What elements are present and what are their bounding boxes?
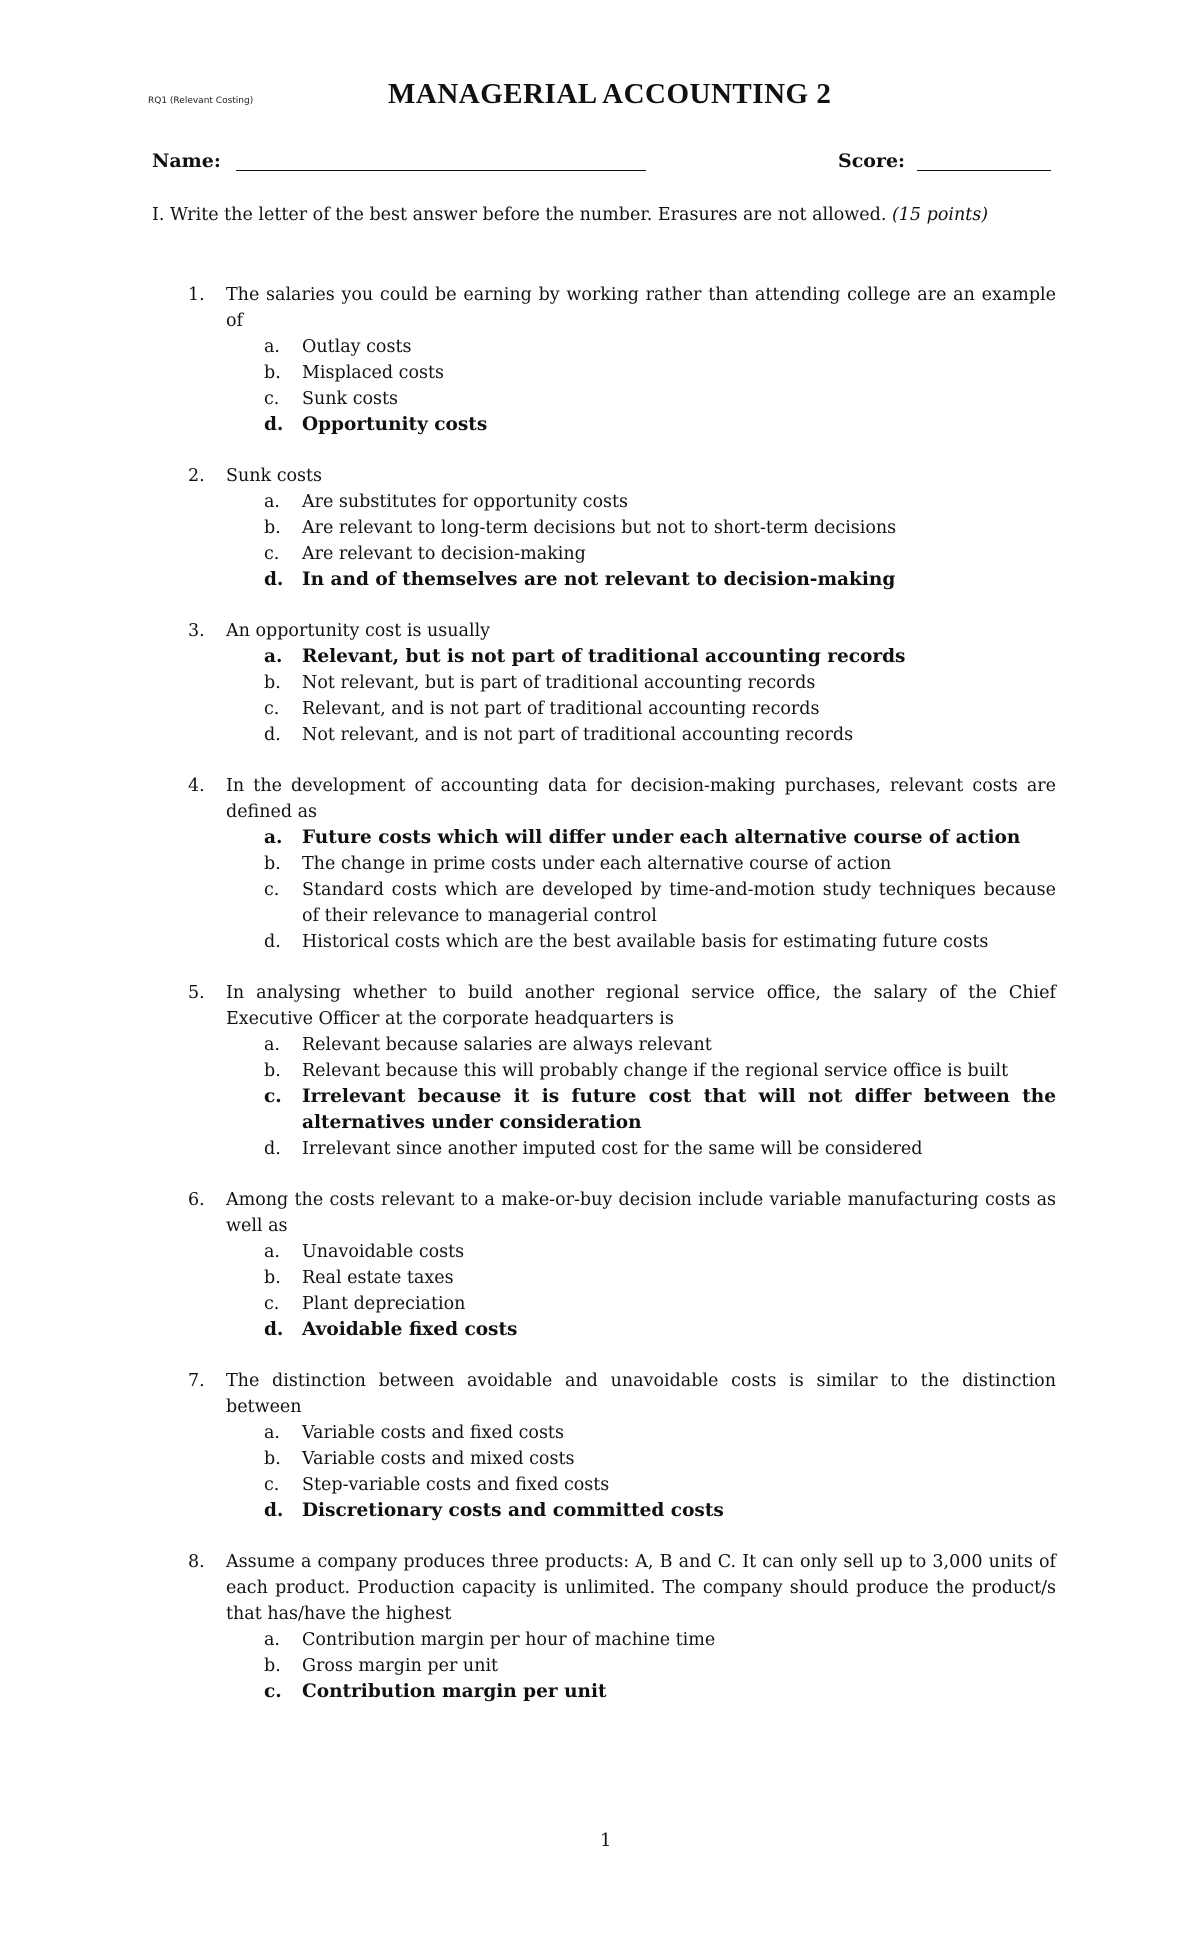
answer-options (226, 489, 1056, 593)
answer-options (226, 334, 1056, 438)
answer-option (226, 541, 1056, 567)
answer-option (226, 1446, 1056, 1472)
option-letter: a. (264, 646, 283, 667)
question-stem: Assume a company produces three products: A, B and C. It can only sell up to 3,000 units of each product. Production capacity is unlimited. The company should produce the product/s that has/have the highest (226, 1552, 1056, 1624)
answer-option (226, 1420, 1056, 1446)
option-letter: b. (264, 518, 281, 538)
option-letter: a. (264, 492, 280, 512)
instructions-points: (15 points) (891, 205, 989, 225)
option-letter: c. (264, 389, 280, 409)
page-number: 1 (600, 1830, 612, 1851)
question-stem: The salaries you could be earning by working rather than attending college are an example of (226, 285, 1056, 331)
question-number: 8. (188, 1552, 205, 1572)
answer-options (226, 825, 1056, 955)
answer-option-correct (226, 1317, 1056, 1343)
answer-option (226, 929, 1056, 955)
answer-option (226, 334, 1056, 360)
name-blank-line[interactable] (236, 170, 646, 171)
question-stem: Among the costs relevant to a make-or-buy decision include variable manufacturing costs as well as (226, 1190, 1056, 1236)
option-letter: d. (264, 932, 281, 952)
option-text: Misplaced costs (302, 363, 444, 383)
option-letter: b. (264, 854, 281, 874)
option-letter: b. (264, 1268, 281, 1288)
option-text: Not relevant, and is not part of traditional accounting records (302, 725, 854, 745)
answer-option (226, 670, 1056, 696)
option-text: Variable costs and mixed costs (302, 1449, 575, 1469)
option-letter: d. (264, 569, 284, 590)
score-label: Score: (838, 150, 906, 172)
option-text: Relevant because salaries are always relevant (302, 1035, 712, 1055)
answer-option (226, 1265, 1056, 1291)
option-text: Opportunity costs (302, 414, 488, 435)
question-list (152, 282, 1056, 1730)
answer-option (226, 1653, 1056, 1679)
question-stem: An opportunity cost is usually (226, 621, 491, 641)
answer-options (226, 1420, 1056, 1524)
option-text: In and of themselves are not relevant to decision-making (302, 569, 896, 590)
answer-option (226, 1058, 1056, 1084)
instructions (152, 202, 1056, 228)
option-letter: d. (264, 1500, 284, 1521)
option-letter: d. (264, 1139, 281, 1159)
answer-options (226, 644, 1056, 748)
answer-option-correct (226, 1679, 1056, 1705)
option-letter: a. (264, 1035, 280, 1055)
answer-options (226, 1627, 1056, 1705)
answer-options (226, 1239, 1056, 1343)
option-text: Historical costs which are the best available basis for estimating future costs (302, 932, 989, 952)
question-number: 3. (188, 621, 205, 641)
option-letter: a. (264, 827, 283, 848)
option-letter: b. (264, 1061, 281, 1081)
answer-option-correct (226, 412, 1056, 438)
question-item (152, 980, 1056, 1162)
question-stem: The distinction between avoidable and unavoidable costs is similar to the distinction between (226, 1371, 1056, 1417)
option-letter: b. (264, 673, 281, 693)
option-letter: c. (264, 699, 280, 719)
score-blank-line[interactable] (917, 170, 1051, 171)
option-text: Sunk costs (302, 389, 399, 409)
answer-option (226, 1627, 1056, 1653)
option-text: Relevant because this will probably change if the regional service office is built (302, 1061, 1009, 1081)
answer-option-correct (226, 825, 1056, 851)
option-text: Not relevant, but is part of traditional accounting records (302, 673, 816, 693)
option-letter: b. (264, 1449, 281, 1469)
answer-option-correct (226, 1084, 1056, 1136)
option-text: Irrelevant because it is future cost that will not differ between the alternatives under consideration (302, 1086, 1056, 1133)
question-number: 4. (188, 776, 205, 796)
option-letter: b. (264, 363, 281, 383)
option-letter: c. (264, 1475, 280, 1495)
question-item (152, 1368, 1056, 1524)
option-letter: d. (264, 725, 281, 745)
option-letter: c. (264, 1086, 282, 1107)
instructions-text: I. Write the letter of the best answer before the number. Erasures are not allowed. (152, 205, 887, 225)
answer-option (226, 515, 1056, 541)
question-number: 5. (188, 983, 205, 1003)
question-number: 1. (188, 285, 205, 305)
option-letter: c. (264, 880, 280, 900)
answer-option (226, 1291, 1056, 1317)
answer-option (226, 489, 1056, 515)
answer-option (226, 1472, 1056, 1498)
option-text: Avoidable fixed costs (302, 1319, 518, 1340)
document-tag: RQ1 (Relevant Costing) (148, 96, 254, 106)
option-text: Relevant, and is not part of traditional accounting records (302, 699, 820, 719)
answer-option-correct (226, 567, 1056, 593)
answer-option (226, 360, 1056, 386)
answer-option (226, 1136, 1056, 1162)
option-text: The change in prime costs under each alternative course of action (302, 854, 892, 874)
name-label: Name: (152, 150, 221, 172)
question-item (152, 773, 1056, 955)
question-number: 2. (188, 466, 205, 486)
option-text: Variable costs and fixed costs (302, 1423, 564, 1443)
option-letter: d. (264, 1319, 284, 1340)
option-text: Are relevant to decision-making (302, 544, 586, 564)
option-text: Irrelevant since another imputed cost for the same will be considered (302, 1139, 923, 1159)
option-text: Relevant, but is not part of traditional accounting records (302, 646, 906, 667)
option-letter: d. (264, 414, 284, 435)
option-text: Are substitutes for opportunity costs (302, 492, 628, 512)
option-text: Contribution margin per hour of machine time (302, 1630, 716, 1650)
question-stem: In the development of accounting data for decision-making purchases, relevant costs are defined as (226, 776, 1056, 822)
option-text: Outlay costs (302, 337, 412, 357)
answer-option (226, 1032, 1056, 1058)
option-letter: a. (264, 1630, 280, 1650)
answer-option (226, 722, 1056, 748)
option-text: Future costs which will differ under each alternative course of action (302, 827, 1021, 848)
option-letter: a. (264, 337, 280, 357)
option-text: Standard costs which are developed by time-and-motion study techniques because of their relevance to managerial control (302, 880, 1056, 926)
question-number: 6. (188, 1190, 205, 1210)
answer-option (226, 851, 1056, 877)
option-text: Contribution margin per unit (302, 1681, 607, 1702)
option-text: Are relevant to long-term decisions but not to short-term decisions (302, 518, 897, 538)
answer-option (226, 696, 1056, 722)
option-text: Unavoidable costs (302, 1242, 465, 1262)
answer-option-correct (226, 1498, 1056, 1524)
question-item (152, 618, 1056, 748)
option-letter: a. (264, 1423, 280, 1443)
answer-option (226, 386, 1056, 412)
answer-option (226, 877, 1056, 929)
answer-options (226, 1032, 1056, 1162)
option-letter: a. (264, 1242, 280, 1262)
question-item (152, 1549, 1056, 1705)
answer-option (226, 1239, 1056, 1265)
option-letter: c. (264, 1681, 282, 1702)
option-letter: b. (264, 1656, 281, 1676)
option-text: Discretionary costs and committed costs (302, 1500, 724, 1521)
header (148, 78, 1056, 118)
question-stem: Sunk costs (226, 466, 323, 486)
question-stem: In analysing whether to build another regional service office, the salary of the Chief Executive Officer at the corporate headquarters is (226, 983, 1056, 1029)
option-letter: c. (264, 544, 280, 564)
answer-option-correct (226, 644, 1056, 670)
question-item (152, 282, 1056, 438)
option-letter: c. (264, 1294, 280, 1314)
option-text: Gross margin per unit (302, 1656, 499, 1676)
question-item (152, 463, 1056, 593)
question-item (152, 1187, 1056, 1343)
question-number: 7. (188, 1371, 205, 1391)
option-text: Step-variable costs and fixed costs (302, 1475, 610, 1495)
option-text: Real estate taxes (302, 1268, 454, 1288)
page-title: MANAGERIAL ACCOUNTING 2 (388, 78, 832, 110)
option-text: Plant depreciation (302, 1294, 466, 1314)
